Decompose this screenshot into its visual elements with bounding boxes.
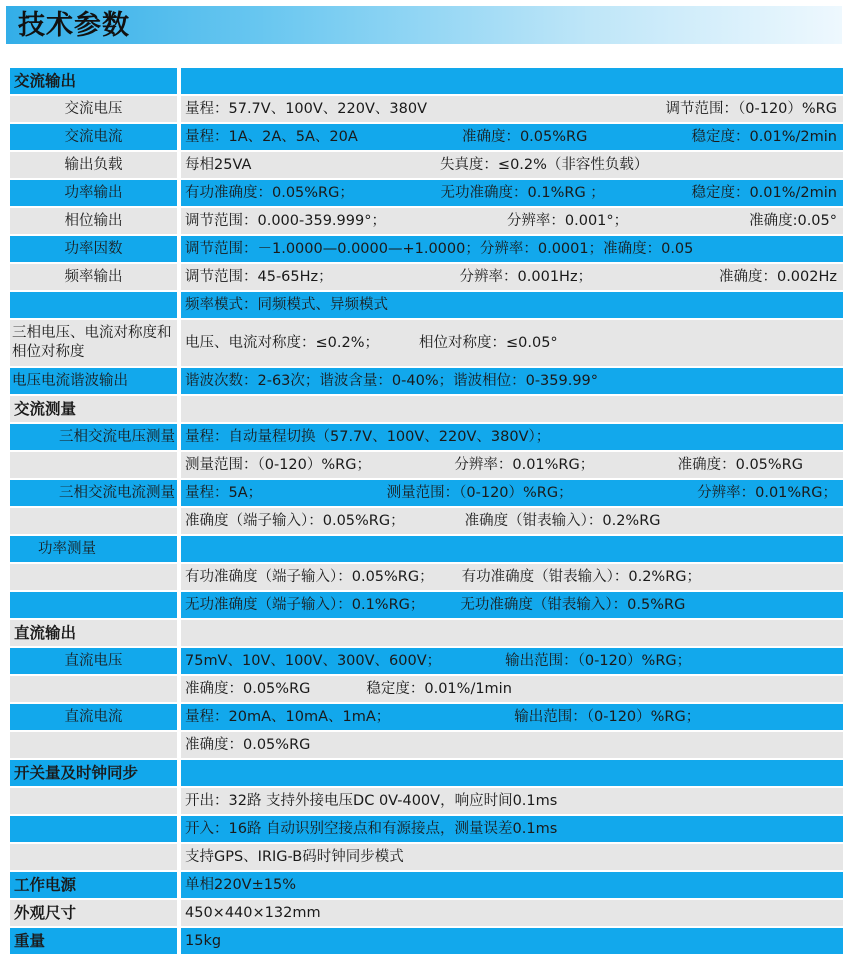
row-value: [181, 96, 843, 124]
table-row: [10, 452, 843, 480]
table-row: [10, 480, 843, 508]
table-row: [10, 180, 843, 208]
row-label: [10, 732, 181, 760]
value-text: 稳定度：0.01%/2min: [691, 185, 837, 201]
table-row: [10, 564, 843, 592]
row-value: 准确度：0.05%RG: [181, 732, 843, 760]
value-text: 无功准确度（钳表输入）：0.5%RG: [460, 597, 686, 613]
row-label: [10, 816, 181, 844]
value-text: 分辨率：0.01%RG；: [454, 457, 595, 473]
table-row: [10, 732, 843, 760]
value-text: 量程：5A；: [185, 485, 263, 501]
row-label: [10, 844, 181, 872]
value-text: 准确度：0.05%RG: [185, 681, 311, 697]
section-row-ac-output: [10, 68, 843, 96]
table-row: [10, 508, 843, 536]
value-text: 调节范围：45-65Hz；: [185, 269, 333, 285]
row-label: 电压电流谐波输出: [10, 368, 181, 396]
section-label: 外观尺寸: [10, 900, 181, 928]
value-text: 稳定度：0.01%/2min: [691, 129, 837, 145]
row-value: 开出：32路 支持外接电压DC 0V-400V，响应时间0.1ms: [181, 788, 843, 816]
table-row: [10, 424, 843, 452]
row-value: [181, 508, 843, 536]
row-label: 功率测量: [10, 536, 181, 564]
row-label: 三相电压、电流对称度和相位对称度: [10, 320, 181, 368]
row-label: 直流电流: [10, 704, 181, 732]
table-row: [10, 368, 843, 396]
row-label: 交流电流: [10, 124, 181, 152]
section-row-dimensions: [10, 900, 843, 928]
value-text: 调节范围：0.000-359.999°；: [185, 213, 386, 229]
spec-table: [10, 68, 843, 956]
section-value: [181, 620, 843, 648]
value-text: 有功准确度：0.05%RG；: [185, 185, 354, 201]
row-value: [181, 208, 843, 236]
table-row: [10, 648, 843, 676]
row-value: [181, 452, 843, 480]
row-label: [10, 592, 181, 620]
value-text: 准确度：0.05%RG: [461, 129, 588, 145]
row-value: [181, 480, 843, 508]
table-row: [10, 152, 843, 180]
value-text: 分辨率：0.001°；: [506, 213, 629, 229]
row-value: [181, 536, 843, 564]
value-text: 分辨率：0.001Hz；: [459, 269, 593, 285]
table-row: [10, 96, 843, 124]
section-label: 工作电源: [10, 872, 181, 900]
table-row: [10, 264, 843, 292]
row-label: 频率输出: [10, 264, 181, 292]
row-label: [10, 788, 181, 816]
value-text: 准确度（端子输入）：0.05%RG；: [185, 513, 405, 529]
row-value: [181, 676, 843, 704]
section-value: [181, 760, 843, 788]
table-row: [10, 816, 843, 844]
row-label: 功率输出: [10, 180, 181, 208]
section-row-weight: [10, 928, 843, 956]
row-label: [10, 452, 181, 480]
row-value: [181, 704, 843, 732]
table-row: [10, 788, 843, 816]
row-label: 三相交流电压测量: [10, 424, 181, 452]
value-text: 分辨率：0.01%RG；: [697, 485, 837, 501]
row-label: 直流电压: [10, 648, 181, 676]
table-row: [10, 124, 843, 152]
section-row-dc-output: [10, 620, 843, 648]
value-text: 无功准确度（端子输入）：0.1%RG；: [185, 597, 425, 613]
row-label: [10, 508, 181, 536]
value-text: 无功准确度：0.1%RG ；: [440, 185, 605, 201]
row-value: [181, 264, 843, 292]
row-label: [10, 292, 181, 320]
title-bar: [6, 6, 842, 44]
row-value: 调节范围：－1.0000—0.0000—+1.0000；分辨率：0.0001；准确度：0.05: [181, 236, 843, 264]
value-text: 量程：57.7V、100V、220V、380V: [185, 101, 427, 117]
value-text: 准确度：0.002Hz: [718, 269, 837, 285]
section-row-io-sync: [10, 760, 843, 788]
section-label: 交流输出: [10, 68, 181, 96]
value-text: 每相25VA: [185, 157, 252, 173]
value-text: 准确度：0.05%RG: [677, 457, 803, 473]
row-label: [10, 676, 181, 704]
value-text: 失真度：≤0.2%（非容性负载）: [439, 157, 649, 173]
value-text: 测量范围：（0-120）%RG；: [386, 485, 573, 501]
table-row: [10, 292, 843, 320]
row-value: 谐波次数：2-63次；谐波含量：0-40%；谐波相位：0-359.99°: [181, 368, 843, 396]
value-text: 输出范围：（0-120）%RG；: [505, 653, 692, 669]
value-text: 输出范围：（0-120）%RG；: [514, 709, 701, 725]
value-text: 量程：1A、2A、5A、20A: [185, 129, 358, 145]
row-value: 支持GPS、IRIG-B码时钟同步模式: [181, 844, 843, 872]
row-label: 相位输出: [10, 208, 181, 236]
section-label: 重量: [10, 928, 181, 956]
row-value: [181, 180, 843, 208]
value-text: 量程：20mA、10mA、1mA；: [185, 709, 391, 725]
table-row: [10, 208, 843, 236]
row-label: 输出负载: [10, 152, 181, 180]
table-row: [10, 704, 843, 732]
row-value: 15kg: [181, 928, 843, 956]
row-value: [181, 124, 843, 152]
section-value: [181, 68, 843, 96]
value-text: 有功准确度（钳表输入）：0.2%RG；: [461, 569, 702, 585]
section-row-power: [10, 872, 843, 900]
value-text: 75mV、10V、100V、300V、600V；: [185, 653, 442, 669]
value-text: 调节范围：（0-120）%RG: [665, 101, 837, 117]
page-title: 技术参数: [18, 10, 130, 41]
section-label: 交流测量: [10, 396, 181, 424]
value-text: 有功准确度（端子输入）：0.05%RG；: [185, 569, 434, 585]
row-value: 单相220V±15%: [181, 872, 843, 900]
row-label: 功率因数: [10, 236, 181, 264]
value-text: 电压、电流对称度：≤0.2%；: [185, 334, 379, 351]
section-label: 开关量及时钟同步: [10, 760, 181, 788]
section-row-ac-measure: [10, 396, 843, 424]
row-value: [181, 648, 843, 676]
value-text: 准确度（钳表输入）：0.2%RG: [464, 513, 661, 529]
row-value: [181, 564, 843, 592]
row-value: [181, 592, 843, 620]
value-text: 相位对称度：≤0.05°: [419, 334, 558, 351]
row-value: 频率模式：同频模式、异频模式: [181, 292, 843, 320]
value-text: 稳定度：0.01%/1min: [366, 681, 512, 697]
row-label: [10, 564, 181, 592]
row-value: 开入：16路 自动识别空接点和有源接点，测量误差0.1ms: [181, 816, 843, 844]
row-value: 量程：自动量程切换（57.7V、100V、220V、380V）；: [181, 424, 843, 452]
table-row: [10, 536, 843, 564]
row-value: [181, 152, 843, 180]
table-row: [10, 320, 843, 368]
table-row: [10, 844, 843, 872]
table-row: [10, 236, 843, 264]
section-value: [181, 396, 843, 424]
table-row: [10, 676, 843, 704]
row-label: 三相交流电流测量: [10, 480, 181, 508]
value-text: 测量范围：（0-120）%RG；: [185, 457, 371, 473]
table-row: [10, 592, 843, 620]
value-text: 准确度:0.05°: [749, 213, 837, 229]
section-label: 直流输出: [10, 620, 181, 648]
row-label: 交流电压: [10, 96, 181, 124]
row-value: 450×440×132mm: [181, 900, 843, 928]
row-value: [181, 320, 843, 368]
